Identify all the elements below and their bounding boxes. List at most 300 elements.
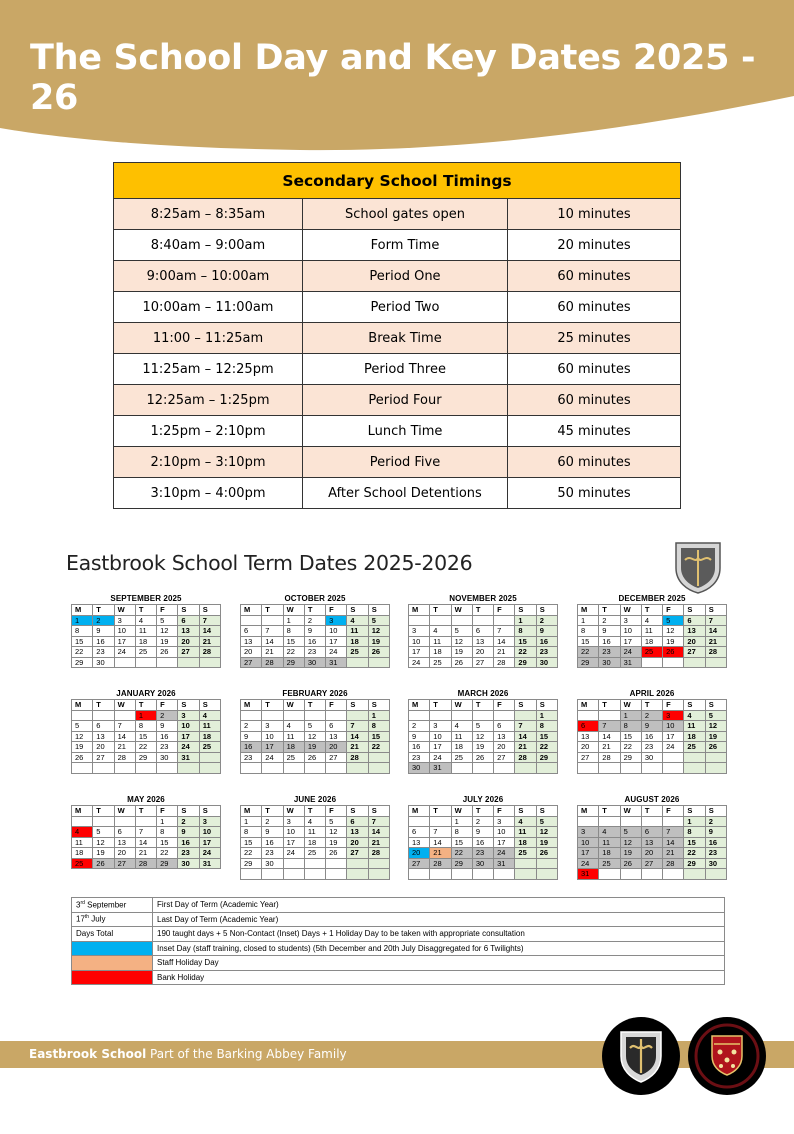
month-name: DECEMBER 2025 [618, 594, 686, 603]
calendar-day: 15 [684, 837, 705, 848]
calendar-day: 27 [472, 657, 493, 668]
calendar-empty-cell [368, 657, 389, 668]
calendar-month [577, 593, 727, 668]
calendar-day: 28 [347, 752, 368, 763]
calendar-empty-cell [451, 763, 472, 774]
calendar-day: 11 [430, 636, 451, 647]
calendar-day: 4 [72, 827, 93, 838]
calendar-day: 5 [705, 710, 726, 721]
calendar-day: 8 [536, 721, 557, 732]
timings-time: 8:25am – 8:35am [114, 199, 303, 230]
calendar-day: 13 [494, 731, 515, 742]
school-crest-icon [673, 540, 723, 595]
footer-text [29, 1047, 347, 1061]
calendar-empty-cell [283, 763, 304, 774]
calendar-day: 11 [599, 837, 620, 848]
calendar-day: 31 [620, 657, 641, 668]
weekday-header: M [578, 806, 599, 817]
calendar-empty-cell [663, 657, 684, 668]
calendar-empty-cell [684, 763, 705, 774]
calendar-day: 17 [430, 742, 451, 753]
calendar-day: 31 [494, 858, 515, 869]
calendar-day: 12 [326, 827, 347, 838]
calendar-day: 9 [241, 731, 262, 742]
legend-row [72, 898, 725, 913]
timings-activity: Period One [303, 261, 508, 292]
calendar-empty-cell [536, 763, 557, 774]
weekday-header: S [347, 605, 368, 616]
calendar-empty-cell [409, 869, 430, 880]
calendar-month [71, 593, 221, 668]
calendar-day: 30 [157, 752, 178, 763]
calendar-day: 1 [515, 615, 536, 626]
weekday-header: S [705, 806, 726, 817]
weekday-header: T [430, 605, 451, 616]
calendar-day: 13 [326, 731, 347, 742]
weekday-header: T [304, 700, 325, 711]
calendar-empty-cell [430, 816, 451, 827]
weekday-header: W [620, 700, 641, 711]
calendar-day: 24 [578, 858, 599, 869]
calendar-day: 22 [241, 848, 262, 859]
timings-row [114, 261, 681, 292]
calendar-day: 22 [72, 647, 93, 658]
school-timings-table [113, 162, 681, 509]
calendar-day: 10 [578, 837, 599, 848]
weekday-header: W [451, 806, 472, 817]
calendar-day: 7 [114, 721, 135, 732]
calendar-day: 15 [578, 636, 599, 647]
calendar-day: 1 [72, 615, 93, 626]
calendar-empty-cell [326, 710, 347, 721]
calendar-empty-cell [705, 763, 726, 774]
calendar-empty-cell [684, 752, 705, 763]
legend-row [72, 941, 725, 956]
calendar-day: 6 [114, 827, 135, 838]
calendar-day: 16 [262, 837, 283, 848]
calendar-day: 11 [283, 731, 304, 742]
calendar-day: 18 [135, 636, 156, 647]
weekday-header: M [72, 700, 93, 711]
calendar-day: 12 [705, 721, 726, 732]
calendar-day: 24 [620, 647, 641, 658]
timings-duration: 60 minutes [508, 261, 681, 292]
calendar-day: 5 [304, 721, 325, 732]
calendar-day: 8 [72, 626, 93, 637]
calendar-day: 12 [536, 827, 557, 838]
calendar-day: 20 [93, 742, 114, 753]
month-grid [408, 699, 558, 774]
calendar-day: 18 [515, 837, 536, 848]
calendar-day: 29 [515, 657, 536, 668]
timings-duration: 20 minutes [508, 230, 681, 261]
calendar-day: 1 [536, 710, 557, 721]
weekday-header: M [241, 700, 262, 711]
weekday-header: M [72, 806, 93, 817]
eastbrook-crest-icon [601, 1016, 681, 1096]
weekday-header: S [515, 605, 536, 616]
calendar-day: 6 [472, 626, 493, 637]
calendar-day: 2 [641, 710, 662, 721]
calendar-day: 20 [114, 848, 135, 859]
weekday-header: S [515, 700, 536, 711]
calendar-day: 1 [684, 816, 705, 827]
calendar-day: 29 [157, 858, 178, 869]
calendar-month [408, 593, 558, 668]
calendar-day: 9 [262, 827, 283, 838]
weekday-header: S [684, 806, 705, 817]
calendar-month [240, 688, 390, 774]
calendar-empty-cell [347, 763, 368, 774]
timings-row [114, 447, 681, 478]
calendar-day: 3 [114, 615, 135, 626]
bank-holiday-swatch [72, 970, 153, 985]
calendar-day: 9 [93, 626, 114, 637]
calendar-day: 26 [93, 858, 114, 869]
calendar-day: 30 [641, 752, 662, 763]
calendar-empty-cell [663, 869, 684, 880]
weekday-header: W [451, 605, 472, 616]
calendar-day: 9 [599, 626, 620, 637]
weekday-header: S [199, 806, 220, 817]
calendar-day: 15 [283, 636, 304, 647]
calendar-day: 19 [536, 837, 557, 848]
calendar-day: 1 [157, 816, 178, 827]
calendar-empty-cell [451, 710, 472, 721]
calendar-day: 10 [114, 626, 135, 637]
calendar-day: 8 [451, 827, 472, 838]
calendar-day: 25 [72, 858, 93, 869]
calendar-day: 31 [578, 869, 599, 880]
calendar-month [577, 794, 727, 880]
timings-duration: 60 minutes [508, 292, 681, 323]
calendar-day: 23 [262, 848, 283, 859]
calendar-day: 30 [178, 858, 199, 869]
calendar-empty-cell [93, 816, 114, 827]
calendar-empty-cell [178, 657, 199, 668]
calendar-day: 31 [178, 752, 199, 763]
calendar-day: 26 [157, 647, 178, 658]
weekday-header: F [663, 700, 684, 711]
weekday-header: F [494, 806, 515, 817]
footer-tagline: Part of the Barking Abbey Family [146, 1047, 347, 1061]
calendar-day: 24 [409, 657, 430, 668]
timings-activity: School gates open [303, 199, 508, 230]
calendar-day: 6 [347, 816, 368, 827]
calendar-empty-cell [536, 869, 557, 880]
calendar-day: 1 [135, 710, 156, 721]
calendar-day: 21 [135, 848, 156, 859]
calendar-day: 17 [326, 636, 347, 647]
calendar-empty-cell [241, 710, 262, 721]
calendar-day: 21 [663, 848, 684, 859]
calendar-day: 23 [536, 647, 557, 658]
calendar-day: 13 [178, 626, 199, 637]
calendar-day: 25 [304, 848, 325, 859]
weekday-header: S [199, 605, 220, 616]
calendar-day: 28 [494, 657, 515, 668]
calendar-day: 28 [114, 752, 135, 763]
weekday-header: F [663, 806, 684, 817]
calendar-day: 4 [515, 816, 536, 827]
calendar-empty-cell [72, 763, 93, 774]
weekday-header: T [599, 806, 620, 817]
calendar-empty-cell [283, 869, 304, 880]
calendar-empty-cell [199, 657, 220, 668]
calendar-day: 11 [641, 626, 662, 637]
calendar-empty-cell [347, 869, 368, 880]
timings-time: 10:00am – 11:00am [114, 292, 303, 323]
calendar-day: 13 [641, 837, 662, 848]
calendar-empty-cell [304, 763, 325, 774]
weekday-header: S [684, 700, 705, 711]
calendar-day: 1 [620, 710, 641, 721]
calendar-day: 7 [599, 721, 620, 732]
weekday-header: T [641, 605, 662, 616]
timings-duration: 45 minutes [508, 416, 681, 447]
calendar-day: 4 [641, 615, 662, 626]
calendar-empty-cell [135, 816, 156, 827]
weekday-header: S [536, 806, 557, 817]
calendar-day: 24 [494, 848, 515, 859]
weekday-header: T [641, 700, 662, 711]
calendar-day: 17 [114, 636, 135, 647]
weekday-header: T [262, 700, 283, 711]
calendar-day: 13 [409, 837, 430, 848]
calendar-day: 18 [451, 742, 472, 753]
calendar-day: 22 [536, 742, 557, 753]
calendar-day: 20 [472, 647, 493, 658]
calendar-day: 25 [599, 858, 620, 869]
weekday-header: S [368, 806, 389, 817]
calendar-day: 24 [178, 742, 199, 753]
calendar-empty-cell [262, 763, 283, 774]
timings-time: 9:00am – 10:00am [114, 261, 303, 292]
calendar-day: 13 [93, 731, 114, 742]
timings-activity: Break Time [303, 323, 508, 354]
calendar-day: 2 [262, 816, 283, 827]
calendar-day: 8 [578, 626, 599, 637]
calendar-day: 5 [663, 615, 684, 626]
calendar-day: 26 [326, 848, 347, 859]
calendar-empty-cell [368, 763, 389, 774]
calendar-day: 2 [157, 710, 178, 721]
barking-abbey-crest-icon [687, 1016, 767, 1096]
calendar-day: 3 [283, 816, 304, 827]
calendar-day: 28 [199, 647, 220, 658]
calendar-day: 27 [114, 858, 135, 869]
calendar-empty-cell [430, 869, 451, 880]
calendar-day: 29 [283, 657, 304, 668]
calendar-day: 24 [262, 752, 283, 763]
calendar-day: 26 [536, 848, 557, 859]
weekday-header: W [114, 605, 135, 616]
calendar-day: 11 [199, 721, 220, 732]
calendar-day: 23 [241, 752, 262, 763]
calendar-empty-cell [599, 816, 620, 827]
calendar-day: 26 [304, 752, 325, 763]
weekday-header: W [114, 806, 135, 817]
calendar-day: 3 [326, 615, 347, 626]
calendar-day: 5 [93, 827, 114, 838]
weekday-header: F [494, 700, 515, 711]
calendar-day: 10 [494, 827, 515, 838]
calendar-day: 21 [114, 742, 135, 753]
weekday-header: T [135, 806, 156, 817]
weekday-header: S [178, 605, 199, 616]
month-grid [71, 805, 221, 869]
calendar-day: 12 [93, 837, 114, 848]
calendar-day: 11 [515, 827, 536, 838]
month-name: FEBRUARY 2026 [282, 689, 348, 698]
calendar-day: 21 [430, 848, 451, 859]
month-name: APRIL 2026 [629, 689, 675, 698]
calendar-empty-cell [347, 657, 368, 668]
calendar-day: 25 [283, 752, 304, 763]
calendar-month [240, 794, 390, 880]
calendar-day: 21 [705, 636, 726, 647]
calendar-day: 19 [451, 647, 472, 658]
calendar-day: 7 [430, 827, 451, 838]
month-name: AUGUST 2026 [624, 795, 680, 804]
calendar-day: 2 [472, 816, 493, 827]
calendar-day: 23 [599, 647, 620, 658]
calendar-day: 7 [262, 626, 283, 637]
timings-time: 8:40am – 9:00am [114, 230, 303, 261]
calendar-empty-cell [241, 615, 262, 626]
calendar-day: 9 [641, 721, 662, 732]
calendar-day: 5 [72, 721, 93, 732]
calendar-day: 19 [157, 636, 178, 647]
calendar-day: 27 [494, 752, 515, 763]
month-grid [577, 699, 727, 774]
weekday-header: S [536, 605, 557, 616]
calendar-day: 9 [304, 626, 325, 637]
inset-swatch [72, 941, 153, 956]
calendar-day: 4 [199, 710, 220, 721]
calendar-day: 11 [684, 721, 705, 732]
calendar-empty-cell [515, 710, 536, 721]
calendar-day: 15 [515, 636, 536, 647]
first-day-date: 3rd September [72, 898, 153, 913]
calendar-empty-cell [326, 858, 347, 869]
timings-row [114, 478, 681, 509]
calendar-day: 13 [114, 837, 135, 848]
calendar-day: 11 [304, 827, 325, 838]
timings-time: 1:25pm – 2:10pm [114, 416, 303, 447]
calendar-day: 12 [472, 731, 493, 742]
weekday-header: M [409, 605, 430, 616]
timings-activity: After School Detentions [303, 478, 508, 509]
calendar-day: 3 [409, 626, 430, 637]
calendar-empty-cell [262, 869, 283, 880]
weekday-header: W [283, 806, 304, 817]
calendar-day: 18 [599, 848, 620, 859]
calendar-day: 14 [705, 626, 726, 637]
calendar-day: 17 [663, 731, 684, 742]
legend-row [72, 956, 725, 971]
weekday-header: F [326, 605, 347, 616]
last-day-date: 17th July [72, 912, 153, 927]
calendar-day: 1 [578, 615, 599, 626]
weekday-header: S [515, 806, 536, 817]
calendar-day: 27 [93, 752, 114, 763]
calendar-day: 25 [641, 647, 662, 658]
weekday-header: M [578, 605, 599, 616]
calendar-empty-cell [599, 869, 620, 880]
calendar-empty-cell [536, 858, 557, 869]
weekday-header: M [72, 605, 93, 616]
calendar-month [71, 688, 221, 774]
calendar-day: 22 [283, 647, 304, 658]
weekday-header: S [199, 700, 220, 711]
calendar-day: 4 [304, 816, 325, 827]
calendar-day: 10 [283, 827, 304, 838]
calendar-day: 5 [620, 827, 641, 838]
calendar-day: 4 [135, 615, 156, 626]
calendar-day: 16 [409, 742, 430, 753]
calendar-day: 12 [368, 626, 389, 637]
weekday-header: T [472, 605, 493, 616]
weekday-header: S [178, 806, 199, 817]
weekday-header: T [304, 806, 325, 817]
calendar-empty-cell [114, 816, 135, 827]
timings-activity: Period Four [303, 385, 508, 416]
timings-row [114, 230, 681, 261]
calendar-empty-cell [326, 869, 347, 880]
month-name: JULY 2026 [462, 795, 504, 804]
calendar-day: 24 [283, 848, 304, 859]
calendar-day: 14 [135, 837, 156, 848]
weekday-header: W [114, 700, 135, 711]
calendar-day: 30 [304, 657, 325, 668]
calendar-empty-cell [472, 869, 493, 880]
calendar-day: 11 [72, 837, 93, 848]
calendar-month [240, 593, 390, 668]
calendar-day: 15 [536, 731, 557, 742]
calendar-day: 8 [684, 827, 705, 838]
calendar-empty-cell [114, 763, 135, 774]
timings-activity: Period Two [303, 292, 508, 323]
weekday-header: M [241, 806, 262, 817]
weekday-header: T [641, 806, 662, 817]
calendar-day: 26 [72, 752, 93, 763]
calendar-day: 28 [705, 647, 726, 658]
weekday-header: M [409, 700, 430, 711]
calendar-day: 9 [157, 721, 178, 732]
month-name: MARCH 2026 [457, 689, 509, 698]
calendar-day: 11 [135, 626, 156, 637]
calendar-day: 19 [620, 848, 641, 859]
month-grid [577, 604, 727, 668]
calendar-day: 5 [368, 615, 389, 626]
calendar-day: 17 [578, 848, 599, 859]
calendar-empty-cell [199, 752, 220, 763]
calendar-empty-cell [705, 752, 726, 763]
timings-time: 12:25am – 1:25pm [114, 385, 303, 416]
calendar-day: 3 [430, 721, 451, 732]
calendar-day: 16 [93, 636, 114, 647]
weekday-header: T [599, 700, 620, 711]
calendar-day: 6 [93, 721, 114, 732]
weekday-header: W [620, 605, 641, 616]
calendar-empty-cell [304, 858, 325, 869]
calendar-day: 7 [663, 827, 684, 838]
calendar-empty-cell [409, 710, 430, 721]
calendar-day: 19 [472, 742, 493, 753]
calendar-day: 20 [494, 742, 515, 753]
calendar-day: 14 [494, 636, 515, 647]
